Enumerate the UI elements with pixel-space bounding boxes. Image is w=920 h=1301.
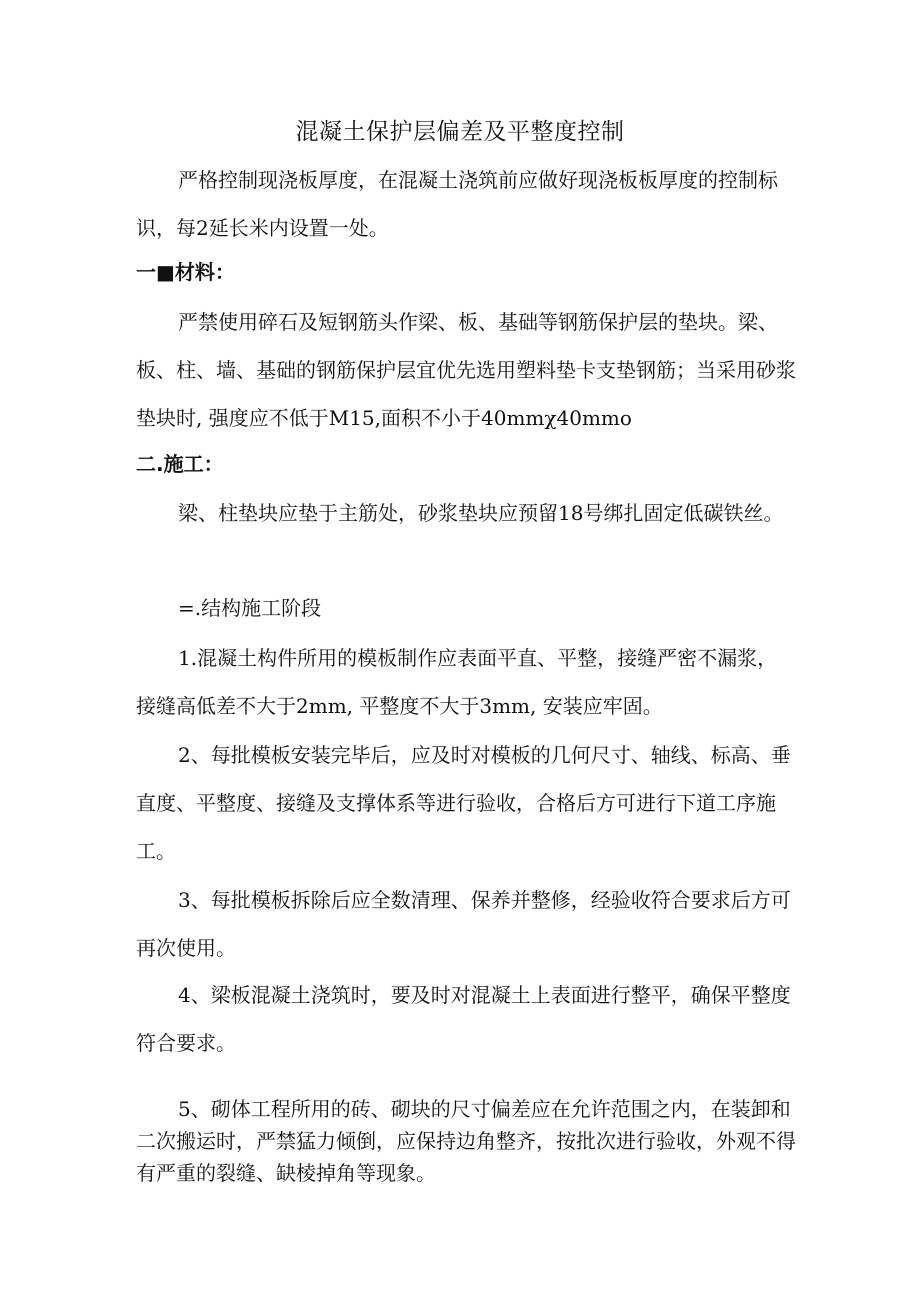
list-item-3: 3、每批模板拆除后应全数清理、保养并整修，经验收符合要求后方可再次使用。 (136, 888, 791, 960)
page-title: 混凝土保护层偏差及平整度控制 (295, 119, 625, 145)
list-item-1: 1.混凝土构件所用的模板制作应表面平直、平整，接缝严密不漏浆，接缝高低差不大于2mm, 平整度不大于3mm, 安装应牢固。 (136, 646, 778, 718)
materials-paragraph: 严禁使用碎石及短钢筋头作梁、板、基础等钢筋保护层的垫块。梁、板、柱、墙、基础的钢筋保护层宜优先选用塑料垫卡支垫钢筋；当采用砂浆垫块时, 强度应不低于M15,面积不小于40mmχ40mmo (136, 310, 796, 430)
construction-paragraph: 梁、柱垫块应垫于主筋处，砂浆垫块应预留18号绑扎固定低碳铁丝。 (178, 501, 784, 525)
list-item-4: 4、梁板混凝土浇筑时，要及时对混凝土上表面进行整平，确保平整度符合要求。 (136, 983, 791, 1055)
intro-paragraph: 严格控制现浇板厚度，在混凝土浇筑前应做好现浇板板厚度的控制标识，每2延长米内设置一处。 (136, 168, 778, 240)
list-item-5: 5、砌体工程所用的砖、砌块的尺寸偏差应在允许范围之内，在装卸和二次搬运时，严禁猛力倾倒，应保持边角整齐，按批次进行验收，外观不得有严重的裂缝、缺棱掉角等现象。 (136, 1097, 796, 1185)
section-heading-construction: 二.施工： (136, 452, 224, 476)
section-heading-materials: 一■材料： (136, 260, 235, 284)
section-heading-structure-stage: =.结构施工阶段 (178, 596, 322, 620)
list-item-2: 2、每批模板安装完毕后，应及时对模板的几何尺寸、轴线、标高、垂直度、平整度、接缝及支撑体系等进行验收，合格后方可进行下道工序施工。 (136, 743, 791, 863)
